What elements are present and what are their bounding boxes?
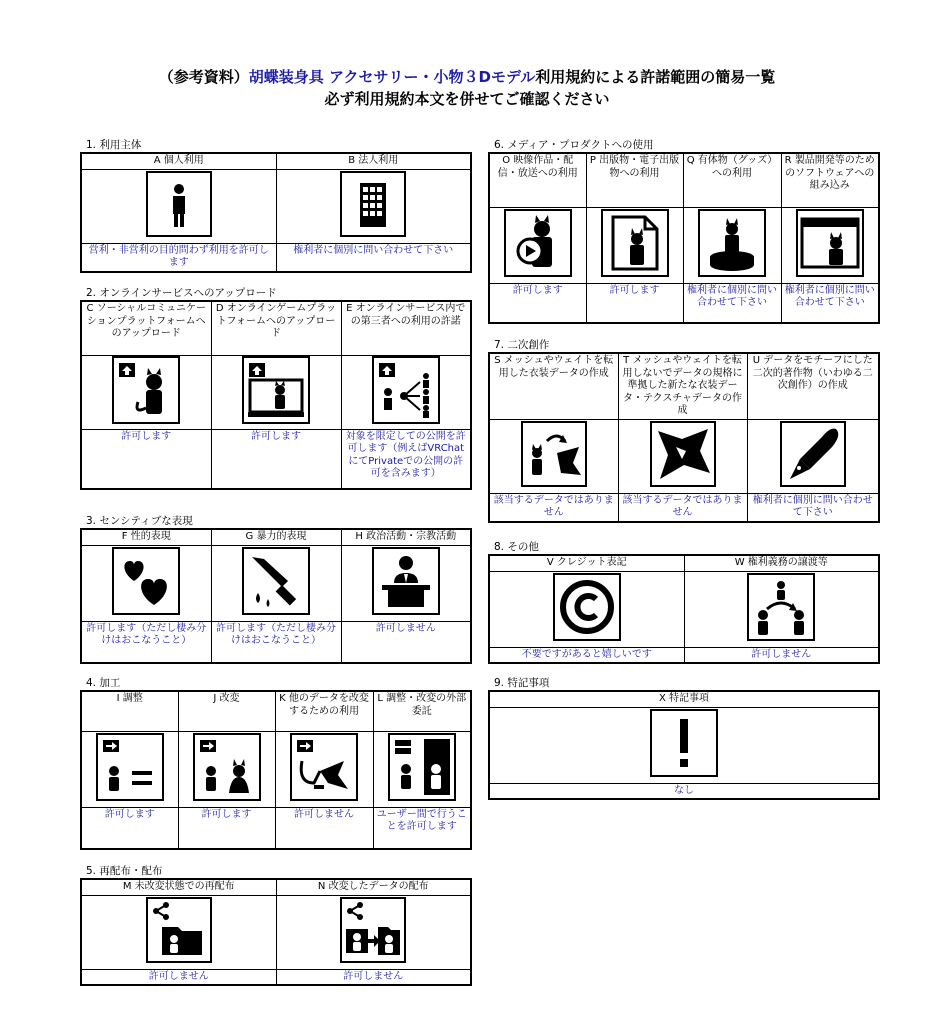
outsource-icon <box>388 733 456 801</box>
value-s: 該当するデータではありません <box>489 493 618 522</box>
section-derivative <box>488 338 878 523</box>
header-e: E オンラインサービス内での第三者への利用の許諾 <box>341 301 471 355</box>
value-h: 許可しません <box>341 621 471 663</box>
header-h: H 政治活動・宗教活動 <box>341 529 471 545</box>
section-sensitive <box>80 514 470 664</box>
share-folder-icon <box>146 897 212 963</box>
upload-share-icon <box>372 356 440 424</box>
value-j: 許可します <box>178 807 275 849</box>
podium-icon <box>372 547 440 615</box>
section-title: 9. 特記事項 <box>494 677 550 689</box>
value-i: 許可します <box>81 807 178 849</box>
value-n: 許可しません <box>276 969 471 985</box>
adjust-icon <box>96 733 164 801</box>
value-k: 許可しません <box>275 807 373 849</box>
hearts-icon <box>112 547 180 615</box>
upload-monitor-icon <box>242 356 310 424</box>
section-online-upload <box>80 286 470 490</box>
section-special-notes <box>488 676 878 800</box>
header-t: T メッシュやウェイトを転用しないでデータの規格に準拠した新たな衣装データ・テクスチャデータの作成 <box>618 353 747 419</box>
section-title: 7. 二次創作 <box>494 339 550 351</box>
knife-icon <box>242 547 310 615</box>
section-title: 1. 利用主体 <box>86 139 142 151</box>
building-icon <box>340 171 406 237</box>
value-t: 該当するデータではありません <box>618 493 747 522</box>
value-b: 権利者に個別に問い合わせて下さい <box>276 243 471 272</box>
value-g: 許可します（ただし棲み分けはおこなうこと） <box>211 621 341 663</box>
header-m: M 未改変状態での再配布 <box>81 879 276 895</box>
share-modified-icon <box>340 897 406 963</box>
value-q: 権利者に個別に問い合わせて下さい <box>683 283 781 323</box>
value-w: 許可しません <box>684 647 879 663</box>
transfer-icon <box>521 421 587 487</box>
section-redistribution <box>80 864 470 986</box>
cloth-icon <box>650 421 716 487</box>
section-other <box>488 540 878 664</box>
header-v: V クレジット表記 <box>489 555 684 571</box>
header-o: O 映像作品・配信・放送への利用 <box>489 153 586 207</box>
person-icon <box>146 171 212 237</box>
header-i: I 調整 <box>81 691 178 731</box>
value-r: 権利者に個別に問い合わせて下さい <box>781 283 879 323</box>
value-o: 許可します <box>489 283 586 323</box>
value-e: 対象を限定しての公開を許可します（例えばVRChatにてPrivateでの公開の許可を含みます） <box>341 429 471 489</box>
header-b: B 法人利用 <box>276 153 471 169</box>
value-m: 許可しません <box>81 969 276 985</box>
header-c: C ソーシャルコミュニケーションプラットフォームへのアップロード <box>81 301 211 355</box>
publication-icon <box>601 209 669 277</box>
header-f: F 性的表現 <box>81 529 211 545</box>
header-k: K 他のデータを改変するための利用 <box>275 691 373 731</box>
section-title: 3. センシティブな表現 <box>86 515 193 527</box>
header-d: D オンラインゲームプラットフォームへのアップロード <box>211 301 341 355</box>
modify-other-icon <box>290 733 358 801</box>
transfer-rights-icon <box>747 573 815 641</box>
value-x: なし <box>489 783 879 799</box>
section-usage-subject <box>80 138 470 273</box>
header-j: J 改変 <box>178 691 275 731</box>
section-media-product <box>488 138 878 324</box>
header-g: G 暴力的表現 <box>211 529 341 545</box>
pen-icon <box>780 421 846 487</box>
value-u: 権利者に個別に問い合わせて下さい <box>747 493 879 522</box>
value-l: ユーザー間で行うことを許可します <box>373 807 471 849</box>
header-s: S メッシュやウェイトを転用した衣装データの作成 <box>489 353 618 419</box>
upload-avatar-icon <box>112 356 180 424</box>
value-c: 許可します <box>81 429 211 489</box>
header-q: Q 有体物（グッズ）への利用 <box>683 153 781 207</box>
video-icon <box>504 209 572 277</box>
value-p: 許可します <box>586 283 683 323</box>
header-n: N 改変したデータの配布 <box>276 879 471 895</box>
value-a: 営利・非営利の目的問わず利用を許可します <box>81 243 276 272</box>
section-processing <box>80 676 470 850</box>
software-icon <box>796 209 864 277</box>
header-x: X 特記事項 <box>489 691 879 707</box>
header-p: P 出版物・電子出版物への利用 <box>586 153 683 207</box>
header-a: A 個人利用 <box>81 153 276 169</box>
header-w: W 権利義務の譲渡等 <box>684 555 879 571</box>
header-r: R 製品開発等のためのソフトウェアへの組み込み <box>781 153 879 207</box>
value-v: 不要ですがあると嬉しいです <box>489 647 684 663</box>
section-title: 4. 加工 <box>86 677 121 689</box>
section-title: 5. 再配布・配布 <box>86 865 163 877</box>
page-title: （参考資料）胡蝶装身具 アクセサリー・小物３Dモデル利用規約による許諾範囲の簡易一覧 必ず利用規約本文を併せてご確認ください <box>158 68 776 108</box>
exclamation-icon <box>650 709 718 777</box>
header-u: U データをモチーフにした二次的著作物（いわゆる二次創作）の作成 <box>747 353 879 419</box>
goods-icon <box>698 209 766 277</box>
copyright-icon <box>553 573 621 641</box>
section-title: 6. メディア・プロダクトへの使用 <box>494 139 654 151</box>
section-title: 2. オンラインサービスへのアップロード <box>86 287 277 299</box>
header-l: L 調整・改変の外部委託 <box>373 691 471 731</box>
section-title: 8. その他 <box>494 541 539 553</box>
value-f: 許可します（ただし棲み分けはおこなうこと） <box>81 621 211 663</box>
modify-icon <box>193 733 261 801</box>
value-d: 許可します <box>211 429 341 489</box>
